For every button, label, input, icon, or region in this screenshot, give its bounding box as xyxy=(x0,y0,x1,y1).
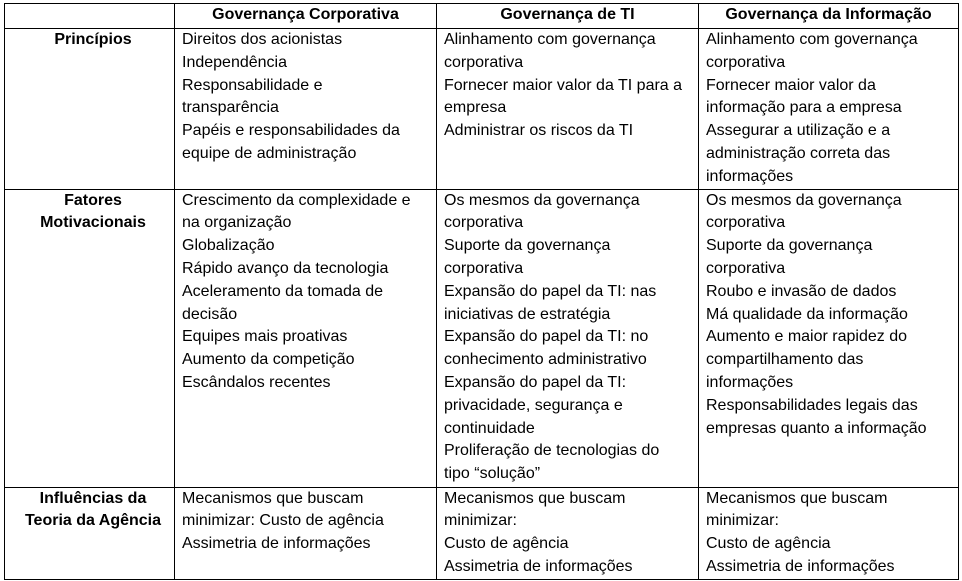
row-label-line: Fatores xyxy=(64,191,122,209)
row-label-line: Influências da xyxy=(39,489,147,507)
list-item: Assimetria de informações xyxy=(444,557,633,575)
list-item: Aumento da competição xyxy=(182,351,355,369)
cell-motivational-information xyxy=(699,189,959,487)
list-item: Responsabilidades legais das empresas quanto a informação xyxy=(706,396,927,437)
list-item: Independência xyxy=(182,53,287,71)
list-item: Alinhamento com governança corporativa xyxy=(706,31,918,71)
list-item: Os mesmos da governança corporativa xyxy=(444,191,640,232)
list-item: Expansão do papel da TI: privacidade, segurança e continuidade xyxy=(444,373,627,437)
list-item: Crescimento da complexidade e na organização xyxy=(182,191,411,232)
governance-comparison-table xyxy=(4,3,959,580)
list-item: Rápido avanço da tecnologia xyxy=(182,259,389,277)
cell-principles-information xyxy=(699,29,959,190)
cell-agency-corporate xyxy=(175,487,437,579)
list-item: Globalização xyxy=(182,237,275,255)
list-item: Escândalos recentes xyxy=(182,373,331,391)
cell-principles-it xyxy=(437,29,699,190)
list-item: Custo de agência xyxy=(706,535,831,553)
cell-agency-it xyxy=(437,487,699,579)
list-item: Roubo e invasão de dados xyxy=(706,282,897,300)
list-item: Equipes mais proativas xyxy=(182,328,348,346)
list-item: Assegurar a utilização e a administração correta das informações xyxy=(706,122,891,185)
row-principles xyxy=(5,29,959,190)
column-header-it: Governança de TI xyxy=(437,4,699,29)
list-item: Assimetria de informações xyxy=(182,535,371,553)
cell-motivational-corporate xyxy=(175,189,437,487)
row-label-agency-theory xyxy=(5,487,175,579)
list-item: Papéis e responsabilidades da equipe de administração xyxy=(182,122,400,162)
column-header-information: Governança da Informação xyxy=(699,4,959,29)
row-label-motivational-factors xyxy=(5,189,175,487)
list-item: Proliferação de tecnologias do tipo “solução” xyxy=(444,442,660,483)
row-label-principles xyxy=(5,29,175,190)
list-item: Má qualidade da informação xyxy=(706,305,908,323)
list-item: Fornecer maior valor da informação para a empresa xyxy=(706,76,902,117)
cell-motivational-it xyxy=(437,189,699,487)
list-item: Assimetria de informações xyxy=(706,557,895,575)
list-item: Mecanismos que buscam minimizar: Custo de agência xyxy=(182,489,384,530)
row-agency-theory xyxy=(5,487,959,579)
row-label-line: Motivacionais xyxy=(40,214,146,232)
list-item: Administrar os riscos da TI xyxy=(444,122,634,140)
list-item: Mecanismos que buscam minimizar: xyxy=(444,489,626,530)
list-item: Alinhamento com governança corporativa xyxy=(444,31,656,71)
row-label-line: Teoria da Agência xyxy=(24,512,162,530)
cell-agency-information xyxy=(699,487,959,579)
cell-principles-corporate xyxy=(175,29,437,190)
row-motivational-factors xyxy=(5,189,959,487)
list-item: Fornecer maior valor da TI para a empresa xyxy=(444,76,683,117)
list-item: Os mesmos da governança corporativa xyxy=(706,191,902,232)
list-item: Suporte da governança corporativa xyxy=(706,237,873,277)
list-item: Mecanismos que buscam minimizar: xyxy=(706,489,888,530)
list-item: Aceleramento da tomada de decisão xyxy=(182,282,384,323)
list-item: Suporte da governança corporativa xyxy=(444,237,611,277)
list-item: Direitos dos acionistas xyxy=(182,31,343,48)
list-item: Responsabilidade e transparência xyxy=(182,76,323,117)
header-row xyxy=(5,4,959,29)
corner-cell xyxy=(5,4,175,29)
list-item: Custo de agência xyxy=(444,535,569,553)
row-label-line: Princípios xyxy=(54,31,132,48)
column-header-corporate: Governança Corporativa xyxy=(175,4,437,29)
list-item: Aumento e maior rapidez do compartilhamento das informações xyxy=(706,328,907,391)
list-item: Expansão do papel da TI: nas iniciativas de estratégia xyxy=(444,282,657,323)
list-item: Expansão do papel da TI: no conhecimento administrativo xyxy=(444,328,649,369)
